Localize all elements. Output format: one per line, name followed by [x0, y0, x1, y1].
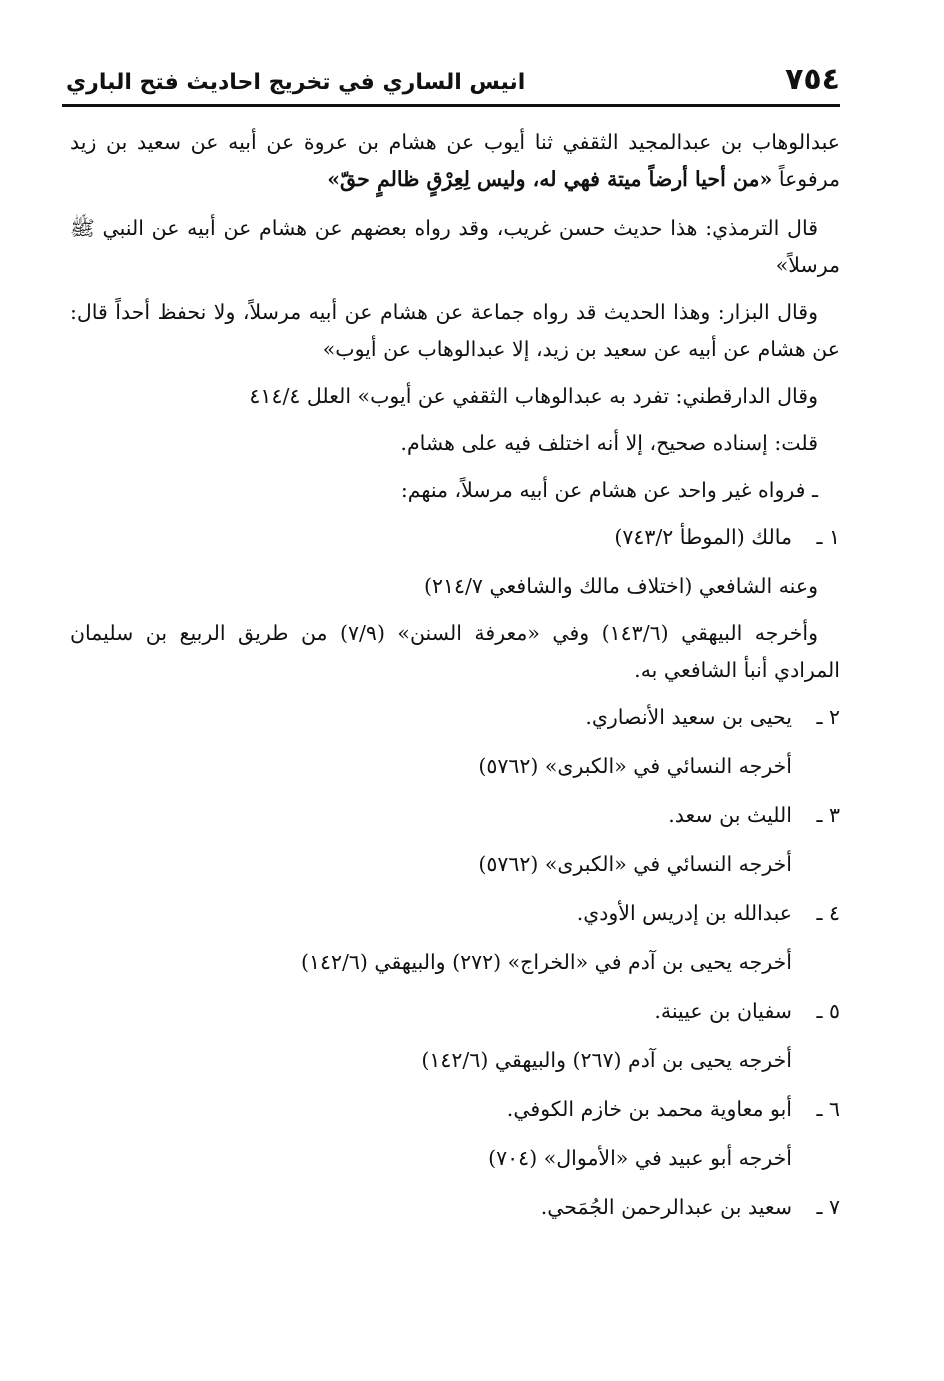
narrator-name: سفيان بن عيينة.	[654, 999, 792, 1023]
tirmidhi-paragraph: قال الترمذي: هذا حديث حسن غريب، وقد رواه بعضهم عن هشام عن أبيه عن النبي ﷺ مرسلاً»	[70, 216, 840, 277]
intro-text: عبدالوهاب بن عبدالمجيد الثقفي ثنا أيوب عن هشام بن عروة عن أبيه عن سعيد بن زيد مرفوعاً	[70, 130, 840, 191]
item-number: ٢ ـ	[816, 705, 840, 729]
source-line: أخرجه يحيى بن آدم (٢٦٧) والبيهقي (١٤٢/٦)	[421, 1048, 792, 1072]
page-number: ٧٥٤	[785, 62, 840, 97]
source-line: وعنه الشافعي (اختلاف مالك والشافعي ٢١٤/٧)	[423, 574, 818, 598]
page-body	[70, 124, 840, 1238]
extra-paragraph: وأخرجه البيهقي (١٤٣/٦) وفي «معرفة السنن» (٧/٩) من طريق الربيع بن سليمان المرادي أنبأ الشافعي به.	[70, 621, 840, 682]
list-item	[70, 1189, 840, 1226]
daraqutni-paragraph: وقال الدارقطني: تفرد به عبدالوهاب الثقفي عن أيوب» العلل ٤١٤/٤	[249, 384, 818, 408]
item-number: ٣ ـ	[816, 803, 840, 827]
item-number: ٤ ـ	[816, 901, 840, 925]
farawahu-paragraph: ـ فرواه غير واحد عن هشام عن أبيه مرسلاً، منهم:	[400, 478, 818, 502]
header-divider	[62, 104, 840, 107]
source-line: أخرجه النسائي في «الكبرى» (٥٧٦٢)	[478, 754, 792, 778]
hadith-quote: «من أحيا أرضاً ميتة فهي له، وليس لِعِرْقٍ ظالمٍ حقّ»	[327, 167, 773, 191]
source-line: أخرجه النسائي في «الكبرى» (٥٧٦٢)	[478, 852, 792, 876]
list-item	[70, 519, 840, 556]
intro-paragraph	[70, 124, 840, 198]
list-item	[70, 895, 840, 932]
running-header	[60, 62, 840, 106]
narrator-name: سعيد بن عبدالرحمن الجُمَحي.	[540, 1195, 792, 1219]
list-item	[70, 699, 840, 736]
narrator-name: أبو معاوية محمد بن خازم الكوفي.	[506, 1097, 792, 1121]
bazzar-paragraph: وقال البزار: وهذا الحديث قد رواه جماعة عن هشام عن أبيه مرسلاً، ولا نحفظ أحداً قال: عن هشام عن أبيه عن سعيد بن زيد، إلا عبدالوهاب عن أيوب»	[70, 300, 840, 361]
source-line: أخرجه يحيى بن آدم في «الخراج» (٢٧٢) والبيهقي (١٤٢/٦)	[300, 950, 792, 974]
narrator-name: يحيى بن سعيد الأنصاري.	[585, 705, 792, 729]
book-title: انيس الساري في تخريج احاديث فتح الباري	[66, 70, 526, 95]
list-item	[70, 797, 840, 834]
qultu-paragraph: قلت: إسناده صحيح، إلا أنه اختلف فيه على هشام.	[400, 431, 818, 455]
item-number: ٥ ـ	[816, 999, 840, 1023]
narrator-name: مالك (الموطأ ٧٤٣/٢)	[614, 525, 792, 549]
list-item	[70, 1091, 840, 1128]
source-line: أخرجه أبو عبيد في «الأموال» (٧٠٤)	[488, 1146, 792, 1170]
item-number: ٧ ـ	[816, 1195, 840, 1219]
item-number: ١ ـ	[816, 525, 840, 549]
narrator-name: الليث بن سعد.	[668, 803, 792, 827]
narrator-name: عبدالله بن إدريس الأودي.	[576, 901, 792, 925]
list-item	[70, 993, 840, 1030]
item-number: ٦ ـ	[816, 1097, 840, 1121]
